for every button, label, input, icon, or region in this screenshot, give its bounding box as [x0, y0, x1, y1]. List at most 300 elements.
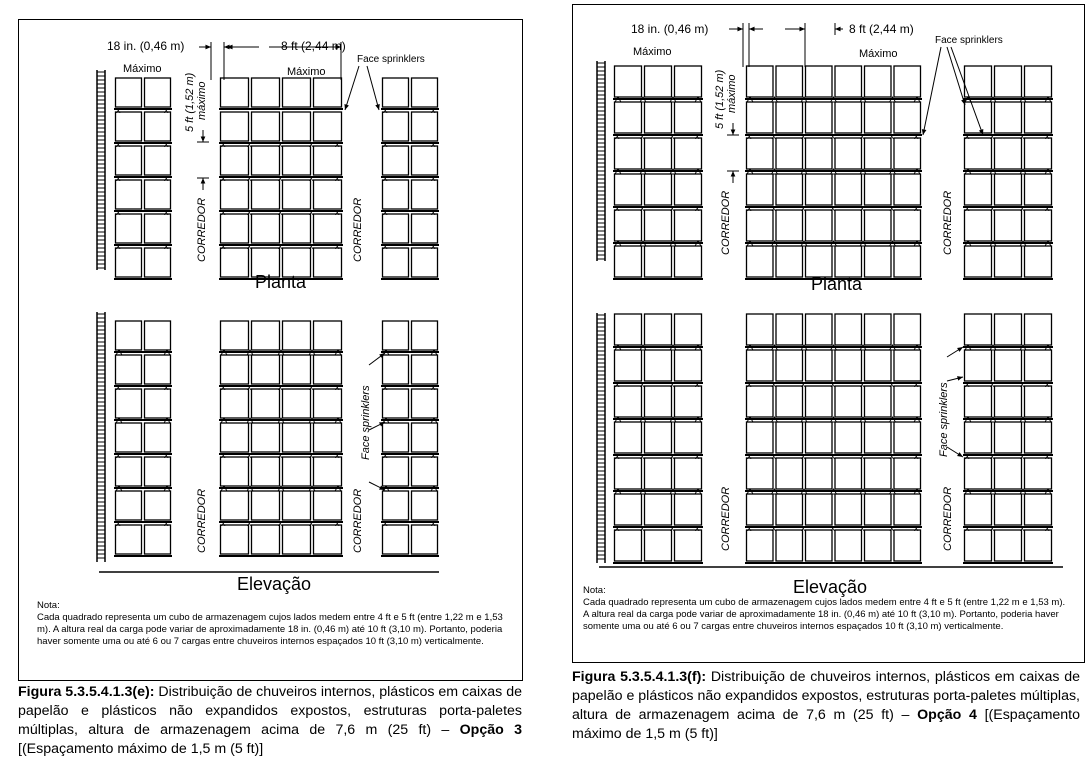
sprinkler-x-symbol: x — [116, 382, 121, 392]
sprinkler-x-symbol: x — [116, 518, 121, 528]
storage-cube — [645, 210, 672, 241]
sprinkler-x-symbol: x — [640, 203, 645, 213]
storage-cube — [116, 214, 142, 243]
storage-cube — [283, 491, 311, 520]
storage-cube — [835, 138, 862, 169]
storage-cube — [675, 138, 702, 169]
storage-cube — [965, 66, 992, 97]
storage-cube — [283, 525, 311, 554]
storage-cube — [1025, 386, 1052, 417]
arrow-head — [961, 99, 965, 105]
storage-cube — [675, 422, 702, 453]
storage-cube — [145, 321, 171, 350]
storage-cube — [383, 423, 409, 452]
storage-cube — [865, 66, 892, 97]
storage-cube — [995, 422, 1022, 453]
storage-cube — [615, 210, 642, 241]
sprinkler-x-symbol: x — [889, 379, 894, 389]
storage-cube — [314, 321, 342, 350]
storage-cube — [806, 210, 833, 241]
storage-cube — [965, 350, 992, 381]
storage-cube — [675, 386, 702, 417]
storage-cube — [314, 457, 342, 486]
storage-cube — [747, 350, 774, 381]
arrow-shaft — [923, 47, 941, 135]
storage-cube — [965, 314, 992, 345]
storage-cube — [806, 102, 833, 133]
storage-cube — [894, 350, 921, 381]
storage-cube — [116, 248, 142, 277]
storage-cube — [747, 102, 774, 133]
storage-cube — [894, 458, 921, 489]
sprinkler-x-symbol: x — [164, 105, 169, 115]
storage-cube — [283, 146, 311, 175]
sprinkler-x-symbol: x — [990, 131, 995, 141]
arrow-head — [799, 27, 805, 32]
storage-cube — [894, 138, 921, 169]
sprinkler-x-symbol: x — [116, 173, 121, 183]
planta-title: Planta — [255, 272, 307, 292]
sprinkler-x-symbol: x — [164, 518, 169, 528]
storage-cube — [806, 386, 833, 417]
storage-cube — [615, 494, 642, 525]
sprinkler-x-symbol: x — [383, 173, 388, 183]
storage-cube — [314, 146, 342, 175]
storage-cube — [776, 210, 803, 241]
storage-cube — [965, 458, 992, 489]
sprinkler-x-symbol: x — [247, 173, 252, 183]
storage-cube — [145, 248, 171, 277]
storage-cube — [645, 138, 672, 169]
sprinkler-x-symbol: x — [431, 382, 436, 392]
sprinkler-x-symbol: x — [830, 379, 835, 389]
sprinkler-x-symbol: x — [116, 139, 121, 149]
arrow-head — [731, 129, 736, 135]
storage-cube — [995, 138, 1022, 169]
corredor-label-4: CORREDOR — [352, 488, 364, 553]
sprinkler-x-symbol: x — [990, 379, 995, 389]
sprinkler-x-symbol: x — [914, 203, 919, 213]
sprinkler-x-symbol: x — [309, 173, 314, 183]
sprinkler-x-symbol: x — [309, 241, 314, 251]
storage-cube — [995, 66, 1022, 97]
maximo-vertical-label: máximo — [196, 81, 208, 120]
storage-cube — [645, 458, 672, 489]
storage-cube — [1025, 530, 1052, 561]
storage-cube — [835, 102, 862, 133]
storage-cube — [221, 321, 249, 350]
arrow-head — [957, 347, 963, 352]
sprinkler-x-symbol: x — [1045, 203, 1050, 213]
sprinkler-x-symbol: x — [309, 139, 314, 149]
storage-cube — [894, 422, 921, 453]
sprinkler-x-symbol: x — [889, 131, 894, 141]
storage-cube — [995, 314, 1022, 345]
storage-cube — [314, 78, 342, 107]
storage-cube — [145, 423, 171, 452]
storage-cube — [252, 146, 280, 175]
storage-cube — [645, 314, 672, 345]
storage-cube — [145, 78, 171, 107]
storage-cube — [645, 102, 672, 133]
storage-cube — [283, 355, 311, 384]
storage-cube — [283, 78, 311, 107]
storage-cube — [894, 210, 921, 241]
sprinkler-x-symbol: x — [335, 450, 340, 460]
sprinkler-x-symbol: x — [965, 131, 970, 141]
storage-cube — [835, 210, 862, 241]
sprinkler-x-symbol: x — [383, 139, 388, 149]
storage-cube — [675, 530, 702, 561]
sprinkler-x-symbol: x — [615, 203, 620, 213]
storage-cube — [894, 386, 921, 417]
storage-cube — [995, 174, 1022, 205]
face-sprinklers-label: Face sprinklers — [935, 35, 1003, 46]
storage-cube — [747, 494, 774, 525]
sprinkler-x-symbol: x — [990, 523, 995, 533]
sprinkler-x-symbol: x — [771, 523, 776, 533]
storage-cube — [894, 494, 921, 525]
sprinkler-x-symbol: x — [1020, 379, 1025, 389]
storage-cube — [1025, 66, 1052, 97]
storage-cube — [314, 248, 342, 277]
storage-cube — [383, 457, 409, 486]
sprinkler-x-symbol: x — [335, 241, 340, 251]
storage-cube — [776, 458, 803, 489]
storage-cube — [116, 321, 142, 350]
storage-cube — [1025, 458, 1052, 489]
storage-cube — [894, 530, 921, 561]
arrow-head — [201, 178, 206, 184]
sprinkler-x-symbol: x — [1020, 451, 1025, 461]
corredor-label-4: CORREDOR — [942, 486, 954, 551]
storage-cube — [776, 350, 803, 381]
storage-cube — [776, 314, 803, 345]
sprinkler-x-symbol: x — [383, 241, 388, 251]
storage-cube — [865, 102, 892, 133]
storage-cube — [806, 350, 833, 381]
storage-cube — [865, 246, 892, 277]
sprinkler-x-symbol: x — [670, 451, 675, 461]
storage-cube — [252, 423, 280, 452]
storage-cube — [145, 457, 171, 486]
face-sprinklers-elev-label: Face sprinklers — [360, 385, 372, 460]
storage-cube — [747, 386, 774, 417]
storage-cube — [1025, 102, 1052, 133]
corredor-label-3: CORREDOR — [720, 486, 732, 551]
storage-cube — [675, 66, 702, 97]
storage-cube — [995, 458, 1022, 489]
caption-label: Figura 5.3.5.4.1.3(f): — [572, 669, 707, 685]
storage-cube — [383, 78, 409, 107]
storage-cube — [412, 180, 438, 209]
sprinkler-x-symbol: x — [615, 523, 620, 533]
storage-cube — [1025, 314, 1052, 345]
storage-cube — [894, 246, 921, 277]
storage-cube — [1025, 210, 1052, 241]
storage-cube — [116, 457, 142, 486]
storage-cube — [221, 491, 249, 520]
storage-cube — [835, 458, 862, 489]
storage-cube — [412, 146, 438, 175]
storage-cube — [747, 422, 774, 453]
caption-tail: [(Espaçamento máximo de 1,5 m (5 ft)] — [572, 707, 1080, 742]
storage-cube — [995, 350, 1022, 381]
sprinkler-x-symbol: x — [431, 207, 436, 217]
storage-cube — [806, 174, 833, 205]
storage-cube — [314, 525, 342, 554]
sprinkler-x-symbol: x — [1045, 131, 1050, 141]
note-text: Cada quadrado representa um cubo de armazenagem cujos lados medem entre 4 ft e 5 ft (entre 1,22 m e 1,53 m). A altura real da carga pode variar de aproximadamente 18 in. (0,46 m) até 10 ft (3,10 m). Portanto, poderia haver somente uma ou até 6 ou 7 cargas entre chuveiros internos espaçados 10 ft (3,10 m) verticalmente. — [37, 612, 503, 647]
note-title: Nota: — [37, 600, 60, 611]
sprinkler-x-symbol: x — [914, 131, 919, 141]
storage-cube — [116, 146, 142, 175]
dim-5ft-label: 5 ft (1,52 m) — [184, 72, 196, 132]
storage-cube — [145, 389, 171, 418]
storage-cube — [314, 355, 342, 384]
storage-cube — [615, 386, 642, 417]
storage-cube — [965, 102, 992, 133]
storage-cube — [645, 422, 672, 453]
sprinkler-x-symbol: x — [990, 203, 995, 213]
sprinkler-x-symbol: x — [309, 518, 314, 528]
sprinkler-x-symbol: x — [615, 379, 620, 389]
storage-cube — [383, 525, 409, 554]
arrow-head — [737, 27, 743, 32]
sprinkler-x-symbol: x — [335, 207, 340, 217]
storage-cube — [383, 248, 409, 277]
sprinkler-x-symbol: x — [116, 207, 121, 217]
storage-cube — [865, 458, 892, 489]
storage-cube — [383, 180, 409, 209]
sprinkler-x-symbol: x — [914, 379, 919, 389]
sprinkler-x-symbol: x — [860, 203, 865, 213]
storage-cube — [806, 530, 833, 561]
storage-cube — [1025, 350, 1052, 381]
sprinkler-x-symbol: x — [747, 379, 752, 389]
storage-cube — [894, 174, 921, 205]
sprinkler-x-symbol: x — [830, 131, 835, 141]
sprinkler-x-symbol: x — [670, 131, 675, 141]
storage-cube — [865, 422, 892, 453]
planta-title: Planta — [811, 274, 863, 294]
sprinkler-x-symbol: x — [771, 379, 776, 389]
sprinkler-x-symbol: x — [860, 379, 865, 389]
sprinkler-x-symbol: x — [116, 450, 121, 460]
storage-cube — [314, 389, 342, 418]
dim-18in-label: 18 in. (0,46 m) — [107, 39, 185, 53]
storage-cube — [145, 146, 171, 175]
sprinkler-x-symbol: x — [278, 518, 283, 528]
storage-cube — [675, 246, 702, 277]
storage-cube — [615, 314, 642, 345]
elevacao-title: Elevação — [793, 577, 868, 597]
corredor-label-3: CORREDOR — [196, 488, 208, 553]
sprinkler-x-symbol: x — [1020, 131, 1025, 141]
sprinkler-x-symbol: x — [278, 241, 283, 251]
storage-cube — [221, 214, 249, 243]
storage-cube — [116, 389, 142, 418]
storage-cube — [412, 457, 438, 486]
sprinkler-x-symbol: x — [695, 379, 700, 389]
sprinkler-x-symbol: x — [830, 203, 835, 213]
sprinkler-x-symbol: x — [695, 203, 700, 213]
sprinkler-x-symbol: x — [221, 173, 226, 183]
figure-f-panel — [572, 4, 1085, 663]
note-block — [37, 600, 515, 648]
sprinkler-x-symbol: x — [695, 131, 700, 141]
sprinkler-x-symbol: x — [309, 450, 314, 460]
storage-cube — [865, 530, 892, 561]
sprinkler-x-symbol: x — [383, 450, 388, 460]
sprinkler-x-symbol: x — [1045, 451, 1050, 461]
sprinkler-x-symbol: x — [116, 241, 121, 251]
arrow-head — [731, 171, 736, 177]
corredor-label-2: CORREDOR — [352, 197, 364, 262]
sprinkler-x-symbol: x — [431, 518, 436, 528]
storage-cube — [314, 491, 342, 520]
arrow-shaft — [951, 47, 983, 135]
storage-cube — [221, 248, 249, 277]
storage-cube — [252, 355, 280, 384]
storage-cube — [747, 66, 774, 97]
sprinkler-x-symbol: x — [889, 203, 894, 213]
storage-cube — [675, 494, 702, 525]
storage-cube — [412, 78, 438, 107]
storage-cube — [412, 389, 438, 418]
storage-cube — [615, 458, 642, 489]
sprinkler-x-symbol: x — [860, 451, 865, 461]
sprinkler-x-symbol: x — [247, 207, 252, 217]
storage-cube — [283, 180, 311, 209]
sprinkler-x-symbol: x — [615, 451, 620, 461]
dim-5ft-label: 5 ft (1,52 m) — [714, 69, 726, 129]
storage-cube — [314, 423, 342, 452]
caption-text: Distribuição de chuveiros internos, plásticos em caixas de papelão e plásticos não expandidos expostos, estruturas porta-paletes múltiplas, altura de armazenagem acima de 7,6 m (25 ft) – — [572, 669, 1081, 723]
storage-cube — [675, 102, 702, 133]
sprinkler-x-symbol: x — [164, 241, 169, 251]
storage-cube — [221, 146, 249, 175]
sprinkler-x-symbol: x — [431, 450, 436, 460]
storage-cube — [965, 494, 992, 525]
sprinkler-x-symbol: x — [771, 131, 776, 141]
sprinkler-x-symbol: x — [309, 207, 314, 217]
storage-cube — [747, 530, 774, 561]
note-block — [583, 585, 1073, 633]
sprinkler-x-symbol: x — [801, 203, 806, 213]
storage-cube — [252, 457, 280, 486]
storage-cube — [645, 246, 672, 277]
storage-cube — [221, 525, 249, 554]
maximo-vertical-label: máximo — [726, 74, 738, 113]
sprinkler-x-symbol: x — [383, 382, 388, 392]
storage-cube — [747, 314, 774, 345]
sprinkler-x-symbol: x — [801, 451, 806, 461]
storage-cube — [116, 491, 142, 520]
sprinkler-x-symbol: x — [164, 207, 169, 217]
arrow-shaft — [367, 66, 379, 110]
storage-cube — [645, 350, 672, 381]
sprinkler-x-symbol: x — [164, 382, 169, 392]
sprinkler-x-symbol: x — [695, 451, 700, 461]
sprinkler-x-symbol: x — [431, 173, 436, 183]
sprinkler-x-symbol: x — [640, 451, 645, 461]
storage-cube — [965, 386, 992, 417]
storage-cube — [865, 494, 892, 525]
storage-cube — [314, 180, 342, 209]
storage-cube — [675, 210, 702, 241]
storage-cube — [145, 491, 171, 520]
arrow-head — [227, 45, 233, 50]
storage-cube — [145, 355, 171, 384]
sprinkler-x-symbol: x — [889, 523, 894, 533]
storage-cube — [221, 180, 249, 209]
storage-cube — [995, 494, 1022, 525]
storage-cube — [412, 491, 438, 520]
storage-cube — [1025, 138, 1052, 169]
caption-label: Figura 5.3.5.4.1.3(e): — [18, 684, 155, 700]
storage-cube — [776, 102, 803, 133]
arrow-head — [922, 129, 927, 135]
figure-f-diagram — [573, 5, 1084, 662]
sprinkler-x-symbol: x — [640, 523, 645, 533]
storage-cube — [252, 112, 280, 141]
sprinkler-x-symbol: x — [747, 451, 752, 461]
storage-cube — [283, 389, 311, 418]
sprinkler-x-symbol: x — [670, 203, 675, 213]
storage-cube — [221, 78, 249, 107]
storage-cube — [865, 210, 892, 241]
sprinkler-x-symbol: x — [914, 451, 919, 461]
storage-cube — [894, 66, 921, 97]
storage-cube — [221, 355, 249, 384]
storage-cube — [865, 386, 892, 417]
figure-e-caption — [18, 683, 522, 759]
dim-8ft-label: 8 ft (2,44 m) — [849, 22, 914, 36]
storage-cube — [412, 525, 438, 554]
storage-cube — [283, 321, 311, 350]
figure-f-caption — [572, 668, 1080, 744]
corredor-label-2: CORREDOR — [942, 190, 954, 255]
storage-cube — [776, 386, 803, 417]
storage-cube — [615, 530, 642, 561]
storage-cube — [383, 491, 409, 520]
sprinkler-x-symbol: x — [221, 207, 226, 217]
sprinkler-x-symbol: x — [990, 451, 995, 461]
sprinkler-x-symbol: x — [914, 523, 919, 533]
storage-cube — [965, 246, 992, 277]
sprinkler-x-symbol: x — [221, 382, 226, 392]
storage-cube — [283, 457, 311, 486]
storage-cube — [645, 174, 672, 205]
sprinkler-x-symbol: x — [278, 382, 283, 392]
storage-cube — [806, 138, 833, 169]
storage-cube — [835, 386, 862, 417]
storage-cube — [412, 355, 438, 384]
sprinkler-x-symbol: x — [116, 105, 121, 115]
sprinkler-x-symbol: x — [278, 207, 283, 217]
storage-cube — [615, 174, 642, 205]
storage-cube — [283, 214, 311, 243]
storage-cube — [747, 174, 774, 205]
sprinkler-x-symbol: x — [801, 523, 806, 533]
storage-cube — [645, 494, 672, 525]
storage-cube — [252, 78, 280, 107]
arrow-head — [835, 27, 841, 32]
figure-e-diagram — [19, 20, 522, 680]
face-sprinklers-label: Face sprinklers — [357, 54, 425, 65]
storage-cube — [615, 66, 642, 97]
